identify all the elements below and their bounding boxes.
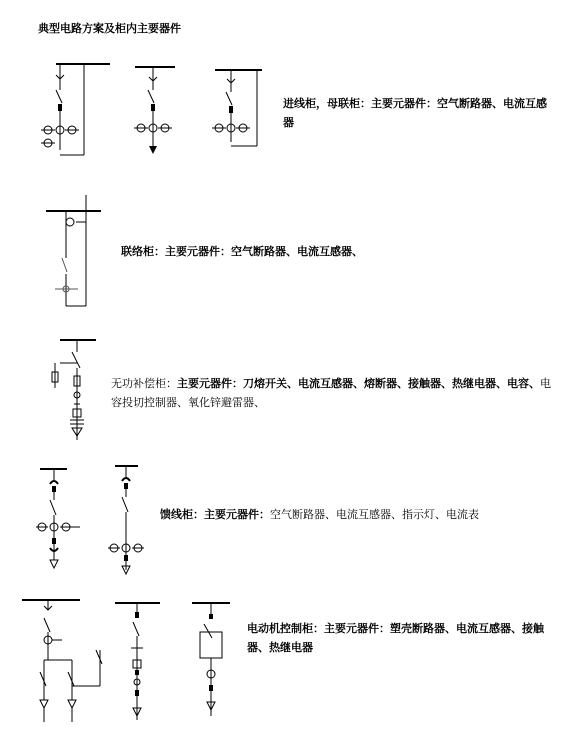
feeder-label-strong: 馈线柜：主要元器件： [160, 508, 270, 521]
tie-label-text: 联络柜：主要元器件：空气断路器、电流互感器、 [121, 245, 363, 258]
motor-diagram-2 [115, 603, 160, 720]
feeder-diagram-2 [108, 466, 144, 574]
compensation-label-normal: 电容投切控制器、氧化锌避雷器、 [111, 377, 551, 409]
feeder-label [160, 505, 560, 524]
compensation-label [111, 374, 551, 412]
tie-diagram [46, 195, 101, 306]
feeder-label-normal: 空气断路器、电流互感器、指示灯、电流表 [270, 508, 479, 521]
compensation-label-prefix: 无功补偿柜： [111, 377, 177, 390]
compensation-label-strong: 主要元器件：刀熔开关、电流互感器、熔断器、接触器、热继电器、电容、 [177, 377, 540, 390]
motor-label-text: 电动机控制柜：主要元器件：塑壳断路器、电流互感器、接触器、热继电器 [247, 622, 544, 654]
feeder-diagram-1 [36, 469, 80, 568]
incoming-label-text: 进线柜，母联柜：主要元器件：空气断路器、电流互感器 [283, 97, 547, 129]
incoming-diagram-1 [41, 64, 110, 155]
tie-label [121, 242, 421, 261]
compensation-diagram [52, 340, 96, 440]
incoming-label [283, 94, 548, 132]
motor-label [247, 619, 552, 657]
motor-diagram-1 [22, 600, 102, 722]
incoming-diagram-3 [212, 70, 262, 146]
page-title: 典型电路方案及柜内主要器件 [38, 22, 181, 35]
motor-diagram-3 [192, 603, 230, 716]
incoming-diagram-2 [134, 67, 175, 154]
